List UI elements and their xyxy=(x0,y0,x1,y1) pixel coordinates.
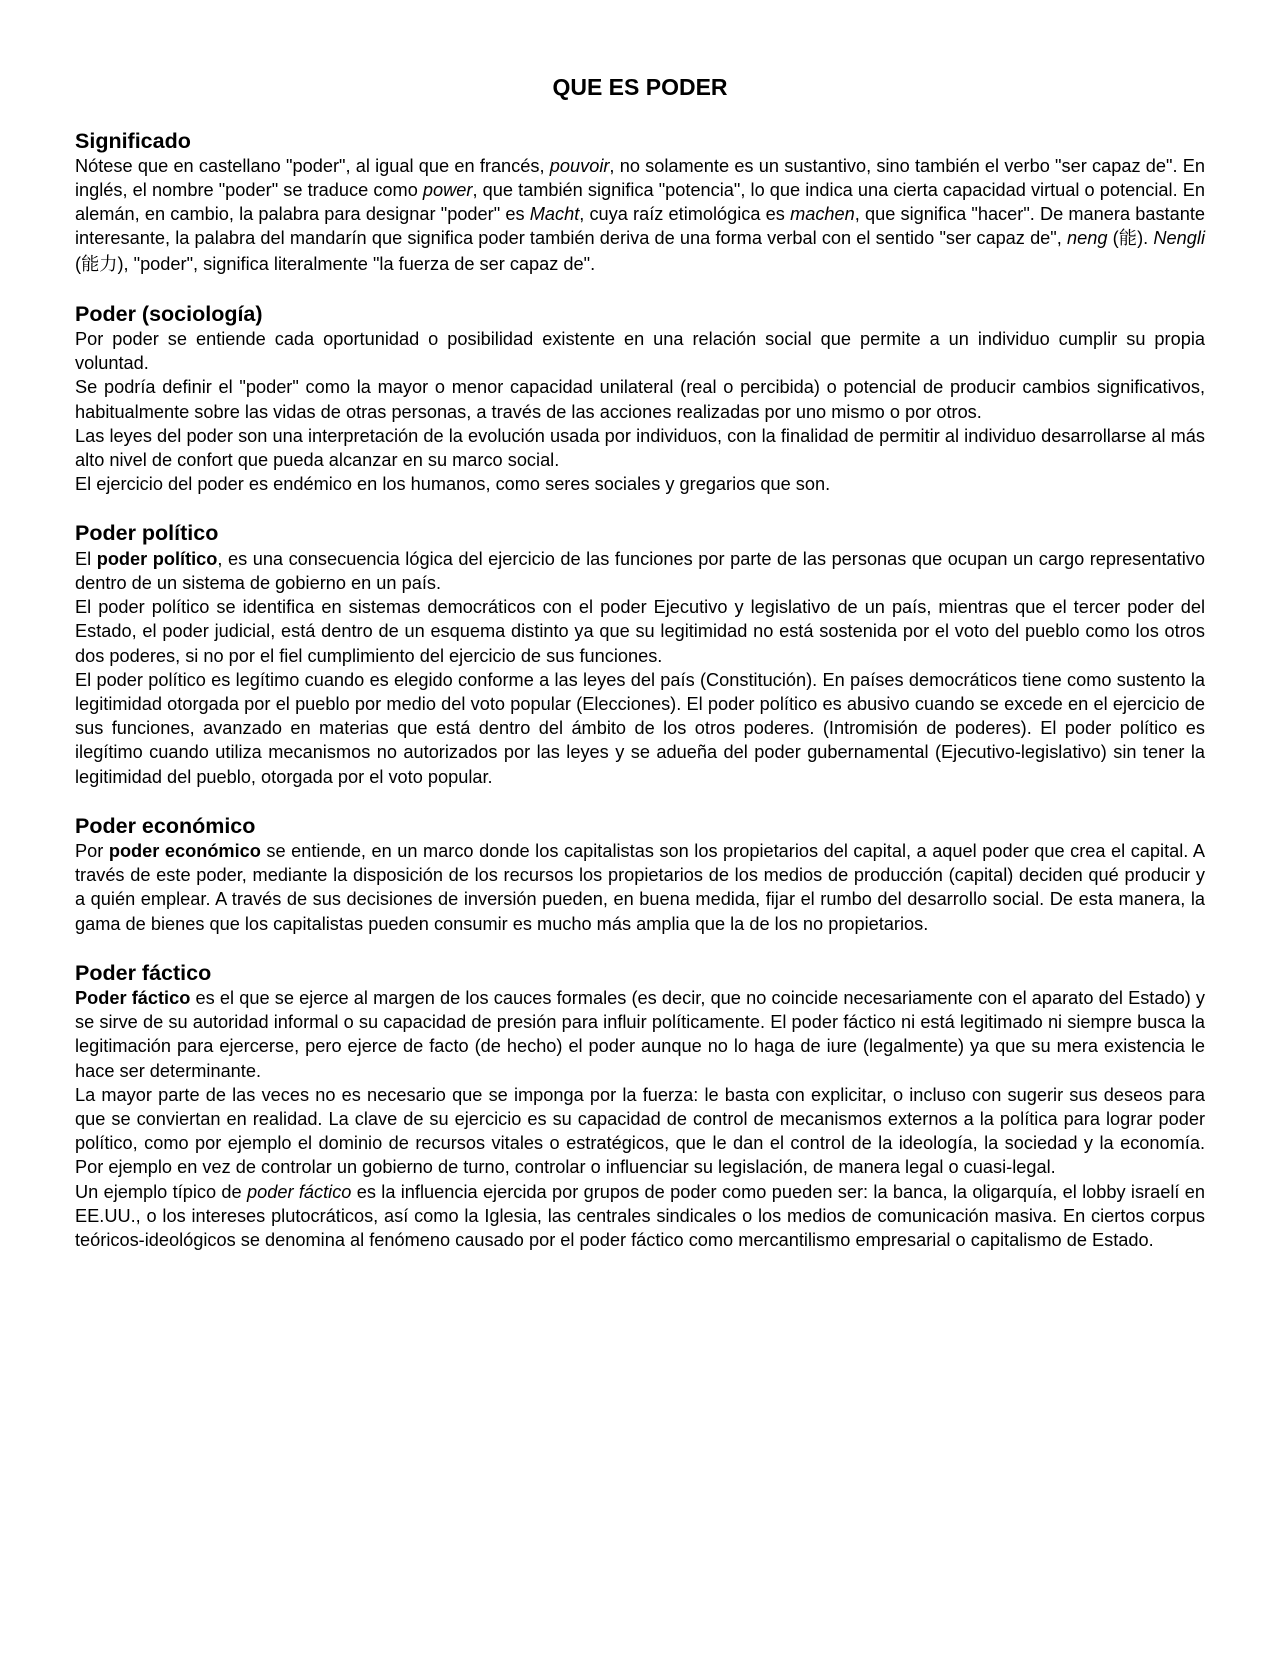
text-run: ), "poder", significa literalmente "la fuerza de ser capaz de". xyxy=(117,253,596,274)
italic-term: Macht xyxy=(529,204,580,225)
paragraph xyxy=(75,327,1205,375)
bold-term: poder político xyxy=(96,548,218,569)
paragraph xyxy=(75,1083,1205,1180)
section-heading: Poder (sociología) xyxy=(75,301,263,326)
section-heading: Poder económico xyxy=(75,813,256,838)
section xyxy=(75,128,1205,277)
bold-term: poder económico xyxy=(108,840,261,861)
text-run: Nótese que en castellano "poder", al igual que en francés, xyxy=(75,155,550,176)
text-run: Un ejemplo típico de xyxy=(75,1181,247,1202)
text-run: Las leyes del poder son una interpretación de la evolución usada por individuos, con la finalidad de permitir al individuo desarrollarse al más alto nivel de confort que pueda alcanzar en su marco social. xyxy=(75,425,1205,471)
text-run: El ejercicio del poder es endémico en los humanos, como seres sociales y gregarios que son. xyxy=(75,474,831,495)
paragraph xyxy=(75,154,1205,277)
italic-term: power xyxy=(422,180,473,201)
text-run: ( xyxy=(1107,228,1119,249)
paragraph xyxy=(75,595,1205,668)
text-run: El xyxy=(75,548,97,569)
text-run: se entiende, en un marco donde los capitalistas son los propietarios del capital, a aquel poder que crea el capital. A través de este poder, mediante la disposición de los recursos los propietarios de los medios de producción (capital) deciden qué producir y a quién emplear. A través de sus decisiones de inversión pueden, en buena medida, fijar el rumbo del desarrollo social. De esta manera, la gama de bienes que los capitalistas pueden consumir es mucho más amplia que la de los no propietarios. xyxy=(75,840,1205,934)
italic-term: poder fáctico xyxy=(246,1181,352,1202)
text-run: , cuya raíz etimológica es xyxy=(579,204,791,225)
document-body xyxy=(75,128,1205,1253)
text-run: , que también significa "potencia", lo que indica una cierta capacidad virtual o potencial. En alemán, en cambio, la palabra para designar "poder" es xyxy=(75,180,1205,225)
text-run: ( xyxy=(75,253,82,274)
paragraph xyxy=(75,424,1205,472)
section-heading: Poder político xyxy=(75,521,219,546)
chinese-characters: 能 xyxy=(1118,228,1138,250)
paragraph xyxy=(75,547,1205,595)
text-run: Por poder se entiende cada oportunidad o posibilidad existente en una relación social que permite a un individuo cumplir su propia voluntad. xyxy=(75,329,1205,374)
italic-term: pouvoir xyxy=(549,155,610,176)
text-run: El poder político es legítimo cuando es elegido conforme a las leyes del país (Constitución). En países democráticos tiene como sustento la legitimidad otorgada por el pueblo por medio del voto popular (Elecciones). El poder político es abusivo cuando se excede en el ejercicio de sus funciones, avanzado en materias que está dentro del ámbito de los otros poderes. (Intromisión de poderes). El poder político es ilegítimo cuando utiliza mecanismos no autorizados por las leyes y se adueña del poder gubernamental (Ejecutivo-legislativo) sin tener la legitimidad del pueblo, otorgada por el voto popular. xyxy=(75,669,1205,787)
text-run: , no solamente es un sustantivo, sino también el verbo "ser capaz de". En inglés, el nombre "poder" se traduce como xyxy=(75,155,1205,201)
text-run: La mayor parte de las veces no es necesario que se imponga por la fuerza: le basta con explicitar, o incluso con sugerir sus deseos para que se conviertan en realidad. La clave de su ejercicio es su capacidad de control de mecanismos externos a la política para lograr poder político, como por ejemplo el dominio de recursos vitales o estratégicos, que le dan el control de la ideología, la sociedad y la economía. Por ejemplo en vez de controlar un gobierno de turno, controlar o influenciar su legislación, de manera legal o cuasi-legal. xyxy=(75,1084,1205,1178)
paragraph xyxy=(75,668,1205,789)
italic-term: Nengli xyxy=(1153,228,1205,249)
text-run: El poder político se identifica en sistemas democráticos con el poder Ejecutivo y legislativo de un país, mientras que el tercer poder del Estado, el poder judicial, está dentro de un esquema distinto ya que su legitimidad no está sostenida por el voto del pueblo como los otros dos poderes, si no por el fiel cumplimiento del ejercicio de sus funciones. xyxy=(75,597,1205,666)
paragraph xyxy=(75,472,1205,496)
text-run: es la influencia ejercida por grupos de poder como pueden ser: la banca, la oligarquía, el lobby israelí en EE.UU., o los intereses plutocráticos, así como la Iglesia, las centrales sindicales o los medios de comunicación masiva. En ciertos corpus teóricos-ideológicos se denomina al fenómeno causado por el poder fáctico como mercantilismo empresarial o capitalismo de Estado. xyxy=(75,1181,1205,1250)
section xyxy=(75,520,1205,788)
section xyxy=(75,960,1205,1252)
italic-term: neng xyxy=(1066,228,1108,249)
document-title: QUE ES PODER xyxy=(552,74,728,100)
italic-term: machen xyxy=(790,204,855,225)
section-heading: Poder fáctico xyxy=(75,960,212,985)
section xyxy=(75,301,1205,497)
text-run: ). xyxy=(1137,228,1154,249)
text-run: Por xyxy=(75,840,109,861)
section-heading: Significado xyxy=(75,128,191,153)
text-run: es el que se ejerce al margen de los cauces formales (es decir, que no coincide necesariamente con el aparato del Estado) y se sirve de su autoridad informal o su capacidad de presión para influir políticamente. El poder fáctico ni está legitimado ni siempre busca la legitimación para ejercerse, pero ejerce de facto (de hecho) el poder aunque no lo haga de iure (legalmente) ya que su mera existencia le hace ser determinante. xyxy=(75,987,1206,1081)
text-run: , es una consecuencia lógica del ejercicio de las funciones por parte de las personas que ocupan un cargo representativo dentro de un sistema de gobierno en un país. xyxy=(75,548,1205,593)
chinese-characters: 能力 xyxy=(81,253,118,275)
section xyxy=(75,813,1205,936)
bold-term: Poder fáctico xyxy=(75,987,191,1008)
paragraph xyxy=(75,839,1205,936)
text-run: Se podría definir el "poder" como la mayor o menor capacidad unilateral (real o percibida) o potencial de producir cambios significativos, habitualmente sobre las vidas de otras personas, a través de las acciones realizadas por uno mismo o por otros. xyxy=(75,377,1205,422)
paragraph xyxy=(75,1180,1205,1253)
text-run: , que significa "hacer". De manera bastante interesante, la palabra del mandarín que significa poder también deriva de una forma verbal con el sentido "ser capaz de", xyxy=(75,204,1206,249)
paragraph xyxy=(75,986,1205,1083)
paragraph xyxy=(75,375,1205,423)
